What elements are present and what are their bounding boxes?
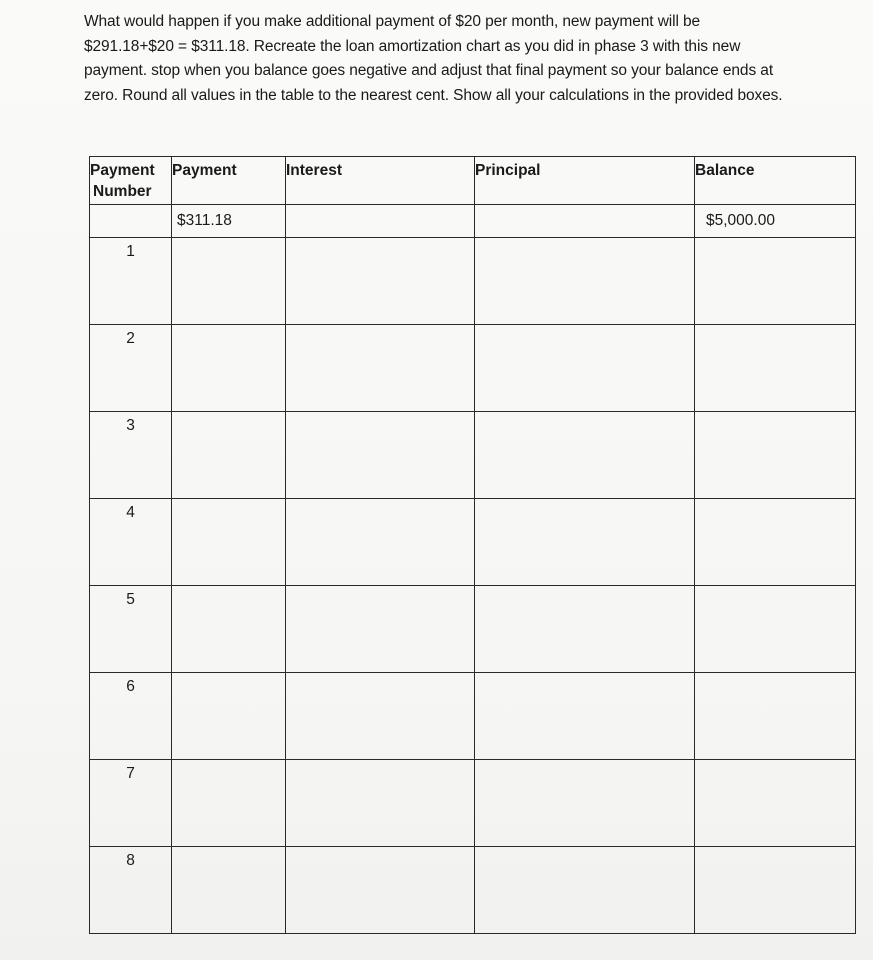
- payment-number-cell: [90, 673, 172, 760]
- payment-cell[interactable]: [172, 760, 286, 847]
- instructions-line-3: payment. stop when you balance goes negative and adjust that final payment so your balance ends at: [84, 62, 774, 79]
- payment-cell[interactable]: [172, 325, 286, 412]
- table-row: [90, 412, 856, 499]
- balance-cell[interactable]: [695, 673, 856, 760]
- instructions-line-2: $291.18+$20 = $311.18. Recreate the loan amortization chart as you did in phase 3 with this new: [84, 37, 741, 55]
- payment-number: 3: [126, 417, 135, 434]
- amortization-table-container: [89, 156, 856, 934]
- principal-cell[interactable]: [475, 847, 695, 934]
- principal-cell[interactable]: [475, 238, 695, 325]
- header-payment-number-line1: Payment: [90, 162, 155, 179]
- balance-cell[interactable]: [695, 760, 856, 847]
- initial-row: [90, 205, 856, 238]
- payment-number-cell: [90, 412, 172, 499]
- principal-cell[interactable]: [475, 673, 695, 760]
- payment-number-cell: [90, 499, 172, 586]
- interest-cell[interactable]: [286, 325, 475, 412]
- payment-cell[interactable]: [172, 238, 286, 325]
- table-row: [90, 760, 856, 847]
- interest-cell[interactable]: [286, 847, 475, 934]
- table-header-row: [90, 157, 856, 205]
- balance-cell[interactable]: [695, 586, 856, 673]
- interest-cell[interactable]: [286, 760, 475, 847]
- payment-number-cell: [90, 325, 172, 412]
- table-row: [90, 238, 856, 325]
- header-payment-number-line2: Number: [93, 183, 152, 200]
- amortization-table: [89, 156, 856, 934]
- table-row: [90, 673, 856, 760]
- table-row: [90, 586, 856, 673]
- payment-cell[interactable]: [172, 673, 286, 760]
- payment-cell[interactable]: [172, 847, 286, 934]
- header-principal: Principal: [475, 157, 695, 205]
- balance-cell[interactable]: [695, 412, 856, 499]
- initial-balance-cell: $5,000.00: [695, 205, 856, 238]
- payment-number: 6: [126, 678, 135, 695]
- payment-number: 8: [126, 852, 135, 869]
- principal-cell[interactable]: [475, 499, 695, 586]
- initial-principal-cell[interactable]: [475, 205, 695, 238]
- payment-cell[interactable]: [172, 586, 286, 673]
- initial-payment-cell: $311.18: [172, 205, 286, 238]
- interest-cell[interactable]: [286, 673, 475, 760]
- balance-cell[interactable]: [695, 238, 856, 325]
- balance-cell[interactable]: [695, 499, 856, 586]
- payment-number: 2: [126, 330, 135, 347]
- interest-cell[interactable]: [286, 412, 475, 499]
- initial-interest-cell[interactable]: [286, 205, 475, 238]
- instructions-line-4: zero. Round all values in the table to the nearest cent. Show all your calculations in the provided boxes.: [84, 86, 783, 104]
- principal-cell[interactable]: [475, 325, 695, 412]
- interest-cell[interactable]: [286, 238, 475, 325]
- instructions-line-1: What would happen if you make additional payment of $20 per month, new payment will be: [84, 13, 701, 30]
- table-row: [90, 847, 856, 934]
- header-payment-number: [90, 157, 172, 205]
- balance-cell[interactable]: [695, 847, 856, 934]
- header-payment: Payment: [172, 157, 286, 205]
- payment-number: 7: [126, 765, 135, 782]
- table-row: [90, 499, 856, 586]
- payment-number-cell: [90, 586, 172, 673]
- header-balance: Balance: [695, 157, 856, 205]
- payment-number: 4: [126, 504, 135, 521]
- payment-number: 1: [126, 243, 135, 260]
- payment-number-cell: [90, 847, 172, 934]
- principal-cell[interactable]: [475, 760, 695, 847]
- balance-cell[interactable]: [695, 325, 856, 412]
- table-row: [90, 325, 856, 412]
- payment-cell[interactable]: [172, 499, 286, 586]
- principal-cell[interactable]: [475, 412, 695, 499]
- header-interest: Interest: [286, 157, 475, 205]
- principal-cell[interactable]: [475, 586, 695, 673]
- initial-number-cell: [90, 205, 172, 238]
- interest-cell[interactable]: [286, 586, 475, 673]
- payment-number: 5: [126, 591, 135, 608]
- instructions-text: [84, 10, 854, 108]
- payment-number-cell: [90, 760, 172, 847]
- payment-number-cell: [90, 238, 172, 325]
- payment-cell[interactable]: [172, 412, 286, 499]
- interest-cell[interactable]: [286, 499, 475, 586]
